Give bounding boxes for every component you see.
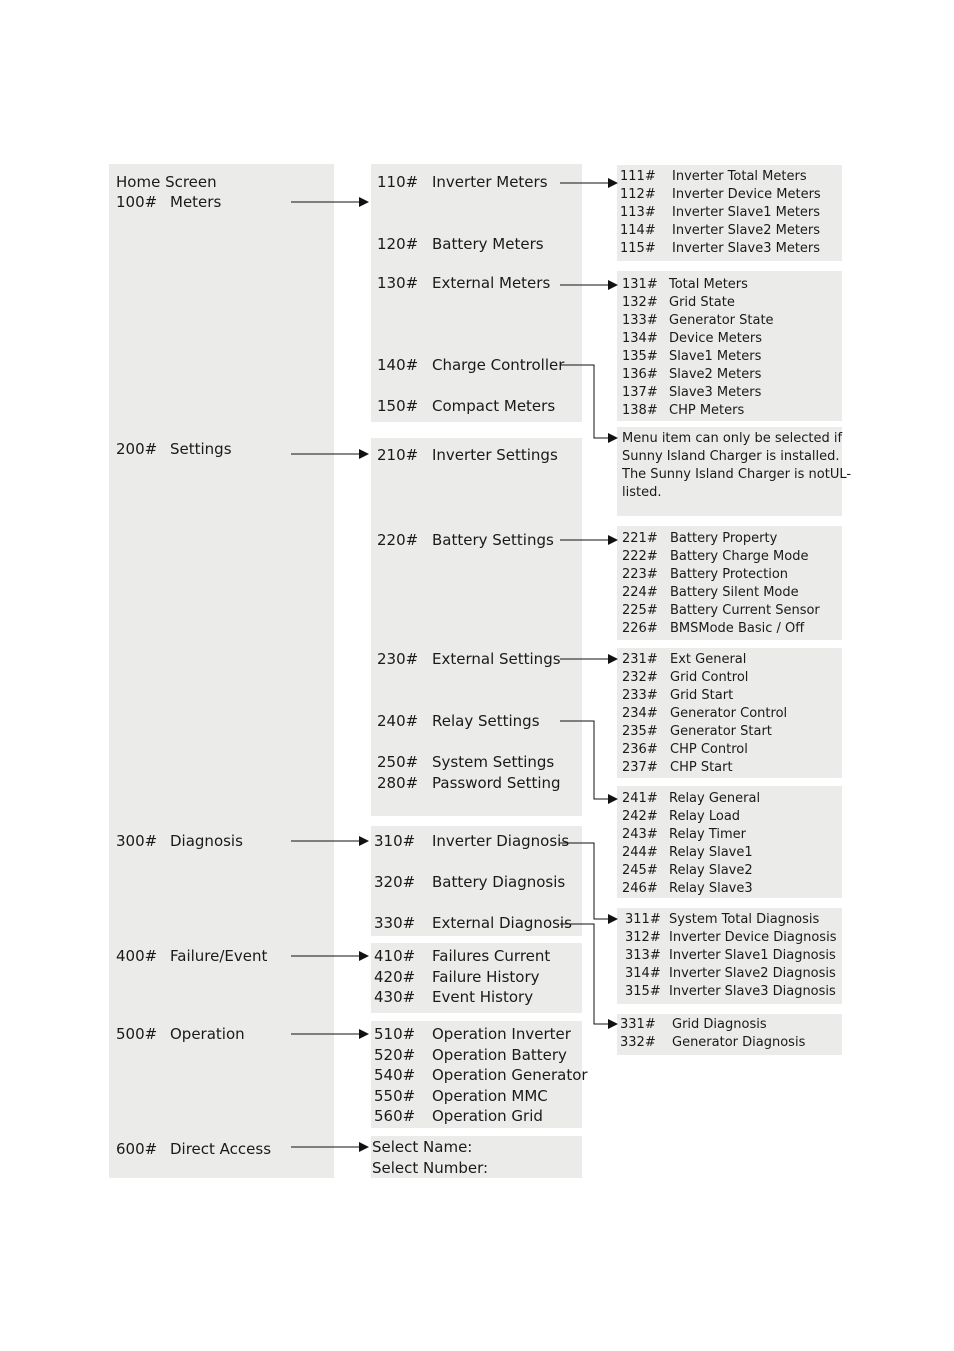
menu-number: 510# (374, 1025, 416, 1043)
submenu-item-150[interactable] (377, 397, 555, 415)
menu-number: 230# (377, 650, 419, 668)
submenu-item-241[interactable] (622, 790, 760, 808)
submenu-item-310[interactable] (374, 832, 569, 850)
menu-number: 313# (625, 948, 661, 963)
menu-number: 420# (374, 968, 416, 986)
submenu-item-133[interactable] (622, 312, 774, 330)
menu-label: Diagnosis (170, 832, 243, 850)
submenu-item-540[interactable] (374, 1066, 588, 1084)
menu-number: 500# (116, 1025, 158, 1043)
menu-item-operation[interactable] (116, 1025, 245, 1043)
menu-label: Operation Generator (432, 1066, 588, 1084)
menu-label: Grid Diagnosis (672, 1017, 767, 1032)
menu-number: 200# (116, 440, 158, 458)
submenu-item-111[interactable] (620, 168, 807, 186)
menu-number: 600# (116, 1140, 158, 1158)
submenu-item-332[interactable] (620, 1034, 805, 1052)
select-name-label[interactable]: Select Name: (372, 1138, 473, 1156)
menu-number: 135# (622, 349, 658, 364)
menu-number: 243# (622, 827, 658, 842)
menu-number: 221# (622, 531, 658, 546)
menu-label: Failures Current (432, 947, 551, 965)
menu-label: External Meters (432, 274, 551, 292)
submenu-item-243[interactable] (622, 826, 746, 844)
menu-label: Inverter Device Meters (672, 187, 821, 202)
menu-label: Battery Current Sensor (670, 603, 820, 618)
menu-label: Relay Settings (432, 712, 540, 730)
home-screen-title: Home Screen (116, 173, 217, 191)
submenu-item-134[interactable] (622, 330, 762, 348)
menu-number: 242# (622, 809, 658, 824)
submenu-item-115[interactable] (620, 240, 820, 258)
menu-number: 110# (377, 173, 419, 191)
submenu-item-233[interactable] (622, 687, 733, 705)
menu-label: Operation Grid (432, 1107, 543, 1125)
submenu-item-242[interactable] (622, 808, 740, 826)
menu-number: 540# (374, 1066, 416, 1084)
submenu-item-114[interactable] (620, 222, 820, 240)
menu-number: 430# (374, 988, 416, 1006)
menu-label: Battery Silent Mode (670, 585, 799, 600)
menu-number: 235# (622, 724, 658, 739)
submenu-item-222[interactable] (622, 548, 808, 566)
submenu-item-220[interactable] (377, 531, 554, 549)
menu-number: 111# (620, 169, 656, 184)
menu-number: 315# (625, 984, 661, 999)
menu-number: 314# (625, 966, 661, 981)
menu-label: System Settings (432, 753, 555, 771)
menu-number: 224# (622, 585, 658, 600)
submenu-item-231[interactable] (622, 651, 746, 669)
menu-label: Relay General (669, 791, 761, 806)
menu-label: CHP Start (670, 760, 733, 775)
submenu-item-240[interactable] (377, 712, 540, 730)
menu-label: Relay Load (669, 809, 741, 824)
menu-label: Relay Slave3 (669, 881, 753, 896)
menu-label: External Diagnosis (432, 914, 572, 932)
menu-number: 220# (377, 531, 419, 549)
submenu-item-312[interactable] (625, 929, 836, 947)
menu-label: Battery Charge Mode (670, 549, 809, 564)
menu-number: 312# (625, 930, 661, 945)
submenu-item-130[interactable] (377, 274, 550, 292)
menu-label: Charge Controller (432, 356, 565, 374)
menu-label: CHP Control (670, 742, 748, 757)
submenu-item-235[interactable] (622, 723, 772, 741)
menu-label: Total Meters (669, 277, 748, 292)
menu-label: Relay Slave1 (669, 845, 753, 860)
menu-number: 114# (620, 223, 656, 238)
menu-number: 250# (377, 753, 419, 771)
charge-note-line: Sunny Island Charger is installed. (622, 449, 840, 464)
submenu-item-313[interactable] (625, 947, 836, 965)
menu-label: Battery Property (670, 531, 778, 546)
menu-item-diagnosis[interactable] (116, 832, 243, 850)
menu-label: Device Meters (669, 331, 763, 346)
menu-number: 136# (622, 367, 658, 382)
menu-number: 113# (620, 205, 656, 220)
menu-label: BMSMode Basic / Off (670, 621, 805, 636)
menu-number: 244# (622, 845, 658, 860)
menu-label: Inverter Slave1 Meters (672, 205, 821, 220)
submenu-item-330[interactable] (374, 914, 572, 932)
menu-number: 115# (620, 241, 656, 256)
menu-number: 231# (622, 652, 658, 667)
submenu-item-315[interactable] (625, 983, 836, 1001)
menu-label: Battery Meters (432, 235, 544, 253)
submenu-item-430[interactable] (374, 988, 533, 1006)
charge-note-line: Menu item can only be selected if (622, 431, 843, 446)
menu-label: Operation MMC (432, 1087, 548, 1105)
menu-number: 331# (620, 1017, 656, 1032)
menu-number: 241# (622, 791, 658, 806)
menu-label: Password Setting (432, 774, 561, 792)
menu-number: 210# (377, 446, 419, 464)
submenu-item-232[interactable] (622, 669, 748, 687)
menu-label: Meters (170, 193, 222, 211)
menu-number: 132# (622, 295, 658, 310)
menu-label: Relay Timer (669, 827, 747, 842)
charge-note-line: listed. (622, 485, 662, 500)
menu-number: 134# (622, 331, 658, 346)
menu-number: 130# (377, 274, 419, 292)
menu-number: 133# (622, 313, 658, 328)
menu-label: Compact Meters (432, 397, 556, 415)
submenu-item-245[interactable] (622, 862, 753, 880)
submenu-item-110[interactable] (377, 173, 548, 191)
submenu-item-224[interactable] (622, 584, 799, 602)
menu-number: 223# (622, 567, 658, 582)
submenu-item-140[interactable] (377, 356, 564, 374)
submenu-item-550[interactable] (374, 1087, 548, 1105)
menu-label: Inverter Slave2 Meters (672, 223, 821, 238)
menu-number: 131# (622, 277, 658, 292)
menu-number: 320# (374, 873, 416, 891)
submenu-item-320[interactable] (374, 873, 565, 891)
select-number-label[interactable]: Select Number: (372, 1159, 489, 1177)
submenu-item-410[interactable] (374, 947, 550, 965)
menu-item-settings[interactable] (116, 440, 232, 458)
submenu-item-280[interactable] (377, 774, 561, 792)
submenu-item-510[interactable] (374, 1025, 571, 1043)
menu-label: Failure History (432, 968, 540, 986)
menu-number: 234# (622, 706, 658, 721)
menu-label: Generator Diagnosis (672, 1035, 806, 1050)
menu-label: Inverter Slave3 Diagnosis (669, 984, 836, 999)
menu-label: Failure/Event (170, 947, 268, 965)
submenu-item-250[interactable] (377, 753, 554, 771)
menu-label: Ext General (670, 652, 747, 667)
menu-number: 400# (116, 947, 158, 965)
submenu-item-230[interactable] (377, 650, 561, 668)
menu-number: 137# (622, 385, 658, 400)
menu-number: 560# (374, 1107, 416, 1125)
charge-note-line: The Sunny Island Charger is notUL- (622, 467, 852, 482)
menu-label: Generator Start (670, 724, 772, 739)
submenu-item-120[interactable] (377, 235, 544, 253)
menu-number: 225# (622, 603, 658, 618)
submenu-item-237[interactable] (622, 759, 733, 777)
menu-number: 226# (622, 621, 658, 636)
menu-number: 150# (377, 397, 419, 415)
menu-label: Inverter Slave1 Diagnosis (669, 948, 836, 963)
menu-number: 300# (116, 832, 158, 850)
menu-item-direct-access[interactable] (116, 1140, 271, 1158)
menu-number: 112# (620, 187, 656, 202)
menu-label: Slave2 Meters (669, 367, 762, 382)
menu-number: 233# (622, 688, 658, 703)
menu-item-failure-event[interactable] (116, 947, 267, 965)
menu-number: 240# (377, 712, 419, 730)
menu-label: CHP Meters (669, 403, 745, 418)
menu-label: Grid Start (670, 688, 734, 703)
menu-label: Operation Battery (432, 1046, 567, 1064)
submenu-item-138[interactable] (622, 402, 744, 420)
submenu-item-136[interactable] (622, 366, 761, 384)
submenu-item-236[interactable] (622, 741, 748, 759)
menu-label: Slave3 Meters (669, 385, 762, 400)
menu-number: 245# (622, 863, 658, 878)
submenu-item-331[interactable] (620, 1016, 767, 1034)
menu-label: Inverter Settings (432, 446, 558, 464)
submenu-item-131[interactable] (622, 276, 748, 294)
submenu-item-112[interactable] (620, 186, 821, 204)
menu-label: Generator State (669, 313, 774, 328)
submenu-item-420[interactable] (374, 968, 539, 986)
submenu-item-132[interactable] (622, 294, 735, 312)
submenu-item-225[interactable] (622, 602, 820, 620)
submenu-item-234[interactable] (622, 705, 787, 723)
menu-number: 330# (374, 914, 416, 932)
menu-label: Battery Protection (670, 567, 789, 582)
submenu-item-210[interactable] (377, 446, 558, 464)
submenu-item-137[interactable] (622, 384, 761, 402)
menu-label: Inverter Total Meters (672, 169, 807, 184)
menu-label: Inverter Diagnosis (432, 832, 570, 850)
menu-number: 232# (622, 670, 658, 685)
menu-number: 520# (374, 1046, 416, 1064)
menu-label: Battery Diagnosis (432, 873, 566, 891)
menu-label: Event History (432, 988, 534, 1006)
menu-number: 550# (374, 1087, 416, 1105)
submenu-item-244[interactable] (622, 844, 753, 862)
menu-number: 222# (622, 549, 658, 564)
submenu-item-226[interactable] (622, 620, 804, 638)
menu-number: 410# (374, 947, 416, 965)
menu-number: 246# (622, 881, 658, 896)
menu-number: 236# (622, 742, 658, 757)
menu-label: Operation Inverter (432, 1025, 571, 1043)
menu-label: Operation (170, 1025, 245, 1043)
menu-label: System Total Diagnosis (669, 912, 820, 927)
submenu-item-223[interactable] (622, 566, 788, 584)
menu-label: Grid State (669, 295, 735, 310)
submenu-item-520[interactable] (374, 1046, 567, 1064)
menu-number: 280# (377, 774, 419, 792)
menu-label: Settings (170, 440, 232, 458)
menu-label: Inverter Device Diagnosis (669, 930, 837, 945)
menu-number: 120# (377, 235, 419, 253)
menu-number: 100# (116, 193, 158, 211)
submenu-item-560[interactable] (374, 1107, 543, 1125)
menu-label: Inverter Meters (432, 173, 548, 191)
menu-number: 138# (622, 403, 658, 418)
menu-label: Direct Access (170, 1140, 272, 1158)
menu-label: Relay Slave2 (669, 863, 753, 878)
submenu-item-246[interactable] (622, 880, 753, 898)
menu-number: 311# (625, 912, 661, 927)
menu-label: Grid Control (670, 670, 749, 685)
submenu-item-113[interactable] (620, 204, 820, 222)
menu-number: 332# (620, 1035, 656, 1050)
menu-label: Generator Control (670, 706, 788, 721)
submenu-item-135[interactable] (622, 348, 761, 366)
menu-label: Inverter Slave2 Diagnosis (669, 966, 836, 981)
menu-item-meters[interactable] (116, 193, 221, 211)
submenu-item-221[interactable] (622, 530, 777, 548)
menu-number: 310# (374, 832, 416, 850)
menu-label: Inverter Slave3 Meters (672, 241, 821, 256)
menu-label: Slave1 Meters (669, 349, 762, 364)
submenu-item-311[interactable] (625, 911, 819, 929)
menu-number: 237# (622, 760, 658, 775)
menu-label: Battery Settings (432, 531, 554, 549)
menu-number: 140# (377, 356, 419, 374)
menu-label: External Settings (432, 650, 561, 668)
submenu-item-314[interactable] (625, 965, 836, 983)
